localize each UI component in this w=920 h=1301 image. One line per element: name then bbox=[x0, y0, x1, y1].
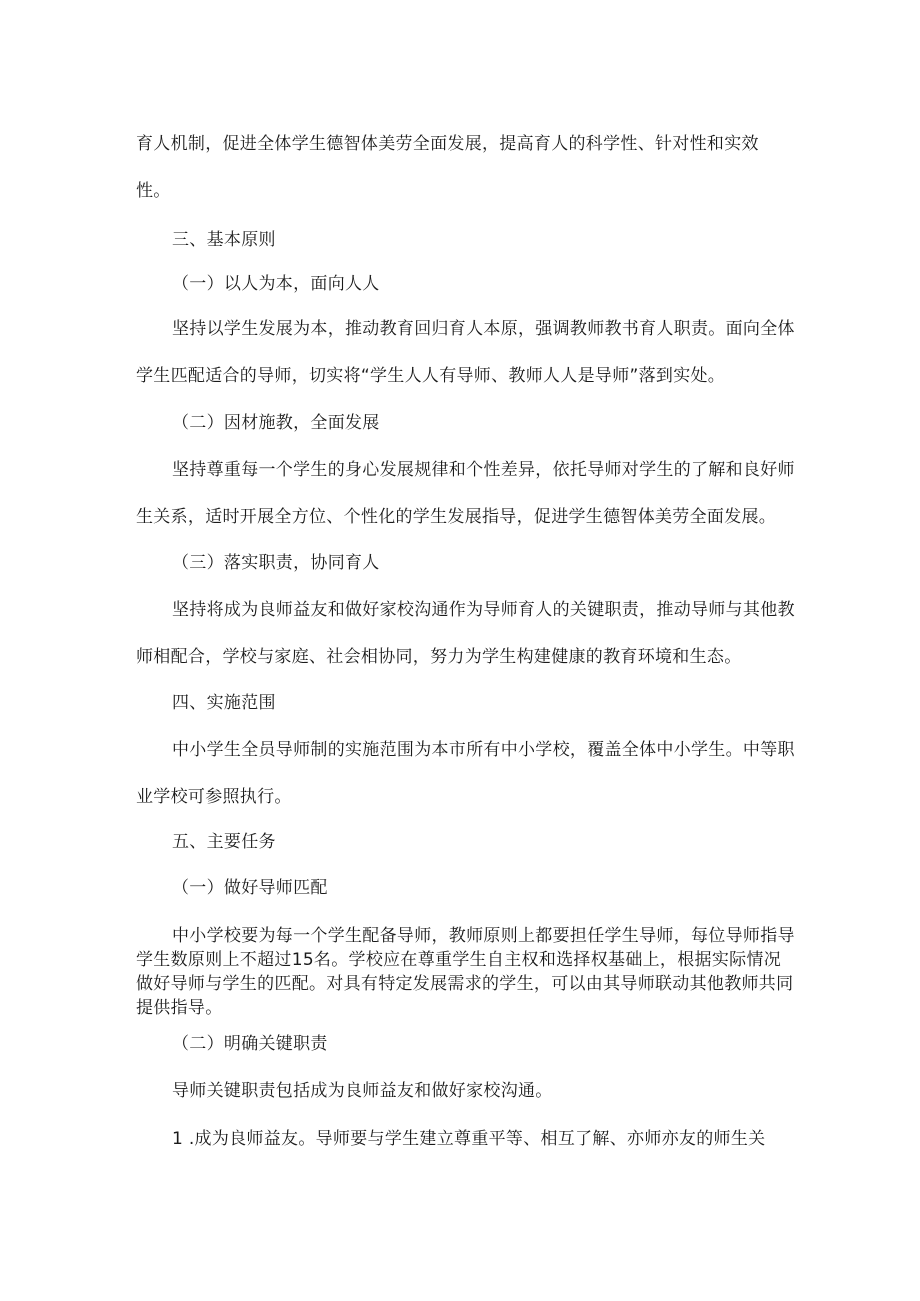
body-text-line: 提供指导。 bbox=[136, 998, 223, 1018]
body-text-line: 生关系，适时开展全方位、个性化的学生发展指导，促进学生德智体美劳全面发展。 bbox=[136, 507, 777, 527]
subsection-heading: （一）以人为本，面向人人 bbox=[172, 274, 380, 294]
section-heading: 五、主要任务 bbox=[172, 832, 276, 852]
body-text-line: 坚持尊重每一个学生的身心发展规律和个性差异，依托导师对学生的了解和良好师 bbox=[172, 460, 795, 480]
body-text-line: 坚持以学生发展为本，推动教育回归育人本原，强调教师教书育人职责。面向全体 bbox=[172, 319, 795, 339]
section-heading: 四、实施范围 bbox=[172, 693, 276, 713]
subsection-heading: （三）落实职责，协同育人 bbox=[172, 553, 380, 573]
subsection-heading: （一）做好导师匹配 bbox=[172, 878, 328, 898]
body-text-line: 坚持将成为良师益友和做好家校沟通作为导师育人的关键职责，推动导师与其他教 bbox=[172, 600, 795, 620]
body-text-line: 做好导师与学生的匹配。对具有特定发展需求的学生，可以由其导师联动其他教师共同 bbox=[136, 974, 794, 994]
body-text-line: 师相配合，学校与家庭、社会相协同，努力为学生构建健康的教育环境和生态。 bbox=[136, 647, 742, 667]
section-heading: 三、基本原则 bbox=[172, 230, 276, 250]
list-item-line: 1 .成为良师益友。导师要与学生建立尊重平等、相互了解、亦师亦友的师生关 bbox=[172, 1129, 766, 1149]
subsection-heading: （二）因材施教，全面发展 bbox=[172, 413, 380, 433]
body-text-line: 中小学生全员导师制的实施范围为本市所有中小学校，覆盖全体中小学生。中等职 bbox=[172, 740, 795, 760]
body-text-line: 性。 bbox=[136, 181, 171, 201]
body-text-line: 中小学校要为每一个学生配备导师，教师原则上都要担任学生导师，每位导师指导 bbox=[172, 926, 795, 946]
body-text-line: 学生匹配适合的导师，切实将“学生人人有导师、教师人人是导师”落到实处。 bbox=[136, 366, 726, 386]
subsection-heading: （二）明确关键职责 bbox=[172, 1034, 328, 1054]
body-text-line: 业学校可参照执行。 bbox=[136, 787, 292, 807]
body-text-line: 学生数原则上不超过15名。学校应在尊重学生自主权和选择权基础上，根据实际情况 bbox=[136, 950, 782, 970]
body-text-line: 导师关键职责包括成为良师益友和做好家校沟通。 bbox=[172, 1081, 553, 1101]
body-text-line: 育人机制，促进全体学生德智体美劳全面发展，提高育人的科学性、针对性和实效 bbox=[136, 134, 759, 154]
